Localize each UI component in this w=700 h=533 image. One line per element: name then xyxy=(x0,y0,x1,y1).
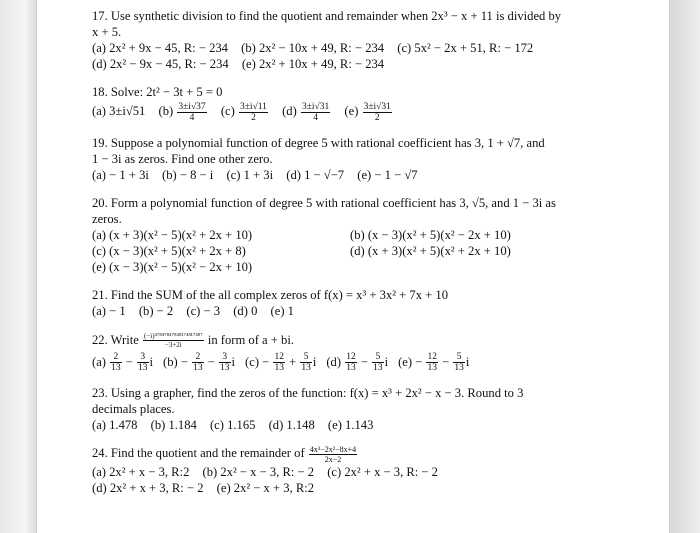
option-b[interactable]: (b) − 2 xyxy=(138,303,174,318)
option-a[interactable]: (a) (x + 3)(x² − 5)(x² + 2x + 10) xyxy=(92,227,253,242)
operator: − xyxy=(122,354,137,369)
question-21-stem: 21. Find the SUM of the all complex zeros of f(x) = x³ + 3x² + 7x + 10 xyxy=(92,287,449,302)
operator: + xyxy=(285,354,300,369)
question-19-options xyxy=(92,167,612,183)
option-b[interactable]: (b) (x − 3)(x² + 5)(x² − 2x + 10) xyxy=(350,227,511,242)
question-17-options-row2 xyxy=(92,56,612,72)
option-label: (e) − xyxy=(398,354,423,369)
fraction-imag: $\frac{3}{13}$ xyxy=(138,352,148,374)
option-e[interactable]: (e) 2x² + 10x + 49, R: − 234 xyxy=(241,57,385,71)
imaginary-unit: i xyxy=(149,354,154,369)
option-d[interactable]: (d) 2x² + x + 3, R: − 2 xyxy=(92,480,204,495)
option-c[interactable] xyxy=(245,351,316,374)
question-24-prefix: 24. Find the quotient and the remainder of xyxy=(92,446,305,461)
option-b[interactable]: (b) − 8 − i xyxy=(162,167,214,182)
option-d-fraction: $\frac{3\pm i√31}{4}$ xyxy=(301,101,330,123)
option-d[interactable]: (d) (x + 3)(x² + 5)(x² + 2x + 10) xyxy=(350,243,511,258)
question-22-stem xyxy=(92,329,612,351)
option-d[interactable]: (d) 2x² − 9x − 45, R: − 234 xyxy=(92,57,229,71)
operator: − xyxy=(357,354,372,369)
option-c[interactable]: (c) 1.165 xyxy=(209,418,256,433)
question-24-options-row1 xyxy=(92,464,612,480)
option-e-fraction: $\frac{3\pm i√31}{2}$ xyxy=(363,101,391,123)
option-c[interactable]: (c) 2x² + x − 3, R: − 2 xyxy=(327,464,438,479)
question-23-stem-line1: 23. Using a grapher, find the zeros of the function: f(x) = x³ + 2x² − x − 3. Round to 3 xyxy=(92,386,524,401)
option-label: (a) xyxy=(92,354,106,369)
question-17-stem-line1: 17. Use synthetic division to find the quotient and remainder when 2x³ − x + 11 is divided by xyxy=(92,9,562,23)
question-18-stem: 18. Solve: 2t² − 3t + 5 = 0 xyxy=(92,85,223,99)
option-a[interactable]: (a) − 1 + 3i xyxy=(92,167,149,182)
option-c-label: (c) xyxy=(220,104,235,118)
question-24-stem xyxy=(92,443,612,464)
question-22-prefix: 22. Write xyxy=(92,332,139,347)
question-24-fraction: $\frac{\text{4x³−2x²−8x+4}}{2x-2}$ xyxy=(309,444,357,464)
question-22-suffix: in form of a + bi. xyxy=(207,332,294,347)
question-23-stem-line2: decimals places. xyxy=(92,402,175,417)
option-a[interactable]: (a) − 1 xyxy=(92,303,126,318)
option-b-label: (b) xyxy=(158,104,174,118)
option-a[interactable] xyxy=(92,351,153,374)
question-22-options xyxy=(92,351,612,374)
question-24-options-row2 xyxy=(92,480,612,496)
question-19-stem-line1: 19. Suppose a polynomial function of degree 5 with rational coefficient has 3, 1 + √7, and xyxy=(92,135,545,150)
option-b[interactable]: (b) 2x² − 10x + 49, R: − 234 xyxy=(241,41,385,55)
question-20 xyxy=(92,195,612,275)
option-label: (c) − xyxy=(245,354,270,369)
option-a[interactable]: (a) 1.478 xyxy=(92,418,138,433)
option-d[interactable]: (d) 1 − √−7 xyxy=(286,167,345,182)
option-label: (d) xyxy=(326,354,342,369)
fraction-imag: $\frac{5}{13}$ xyxy=(454,352,464,374)
operator: − xyxy=(438,354,453,369)
option-label: (b) − xyxy=(163,354,188,369)
option-b-fraction: $\frac{3\pm i√37}{4}$ xyxy=(178,101,206,123)
option-e[interactable]: (e) (x − 3)(x² − 5)(x² − 2x + 10) xyxy=(92,259,253,274)
operator: − xyxy=(204,354,219,369)
fraction-real: $\frac{12}{13}$ xyxy=(274,352,284,374)
question-23-options xyxy=(92,417,612,433)
option-e[interactable]: (e) 2x² − x + 3, R:2 xyxy=(216,480,315,495)
imaginary-unit: i xyxy=(231,354,236,369)
imaginary-unit: i xyxy=(465,354,470,369)
option-e[interactable] xyxy=(398,351,469,374)
question-17 xyxy=(92,8,612,72)
question-20-stem-line1: 20. Form a polynomial function of degree 5 with rational coefficient has 3, √5, and 1 − 3i as xyxy=(92,195,556,210)
question-18 xyxy=(92,84,612,123)
option-b[interactable] xyxy=(163,351,235,374)
option-e-label: (e) xyxy=(344,104,359,118)
option-c[interactable]: (c) − 3 xyxy=(186,303,221,318)
option-c[interactable] xyxy=(221,100,269,123)
option-e[interactable]: (e) 1 xyxy=(270,303,294,318)
option-a[interactable]: (a) 2x² + 9x − 45, R: − 234 xyxy=(92,41,228,55)
question-24 xyxy=(92,443,612,496)
option-c[interactable]: (c) 5x² − 2x + 51, R: − 172 xyxy=(397,41,534,55)
option-d[interactable] xyxy=(282,100,331,123)
fraction-real: $\frac{12}{13}$ xyxy=(427,352,437,374)
question-23 xyxy=(92,385,612,433)
option-b[interactable]: (b) 2x² − x − 3, R: − 2 xyxy=(202,464,315,479)
question-21 xyxy=(92,287,612,319)
option-c[interactable]: (c) (x − 3)(x² + 5)(x² + 2x + 8) xyxy=(92,243,246,258)
option-e[interactable] xyxy=(344,100,392,123)
fraction-imag: $\frac{5}{13}$ xyxy=(373,352,383,374)
question-19 xyxy=(92,135,612,183)
imaginary-unit: i xyxy=(384,354,389,369)
question-20-options xyxy=(92,227,612,275)
question-20-stem-line2: zeros. xyxy=(92,211,122,226)
question-list xyxy=(92,8,612,505)
fraction-imag: $\frac{3}{13}$ xyxy=(220,352,230,374)
option-d-label: (d) xyxy=(282,104,297,118)
option-b[interactable]: (b) 1.184 xyxy=(150,418,197,433)
option-c[interactable]: (c) 1 + 3i xyxy=(226,167,274,182)
question-17-options-row1 xyxy=(92,40,612,56)
left-bezel xyxy=(0,0,37,533)
option-d[interactable]: (d) 0 xyxy=(233,303,258,318)
option-d[interactable]: (d) 1.148 xyxy=(268,418,315,433)
question-22-fraction: $\frac{\text{(−i)⁴⁷⁸⁴⁷⁸⁴⁷⁸⁴⁸¹⁷⁴⁸¹⁷⁴⁸⁷}}{-3+2i}$ xyxy=(143,332,203,350)
option-d[interactable] xyxy=(326,351,388,374)
fraction-real: $\frac{12}{13}$ xyxy=(346,352,356,374)
fraction-real: $\frac{2}{13}$ xyxy=(111,352,121,374)
question-22 xyxy=(92,329,612,374)
option-e[interactable]: (e) 1.143 xyxy=(327,418,374,433)
question-19-stem-line2: 1 − 3i as zeros. Find one other zero. xyxy=(92,151,273,166)
fraction-real: $\frac{2}{13}$ xyxy=(193,352,203,374)
question-18-options xyxy=(92,100,612,123)
option-e[interactable]: (e) − 1 − √7 xyxy=(357,167,418,182)
option-b[interactable] xyxy=(159,100,208,123)
option-c-fraction: $\frac{3\pm i√11}{2}$ xyxy=(239,101,267,123)
question-17-stem-line2: x + 5. xyxy=(92,25,122,39)
imaginary-unit: i xyxy=(312,354,317,369)
question-21-options xyxy=(92,303,612,319)
fraction-imag: $\frac{5}{13}$ xyxy=(301,352,311,374)
option-a[interactable]: (a) 3±i√51 xyxy=(92,104,146,118)
option-a[interactable]: (a) 2x² + x − 3, R:2 xyxy=(92,464,190,479)
right-bezel xyxy=(669,0,700,533)
